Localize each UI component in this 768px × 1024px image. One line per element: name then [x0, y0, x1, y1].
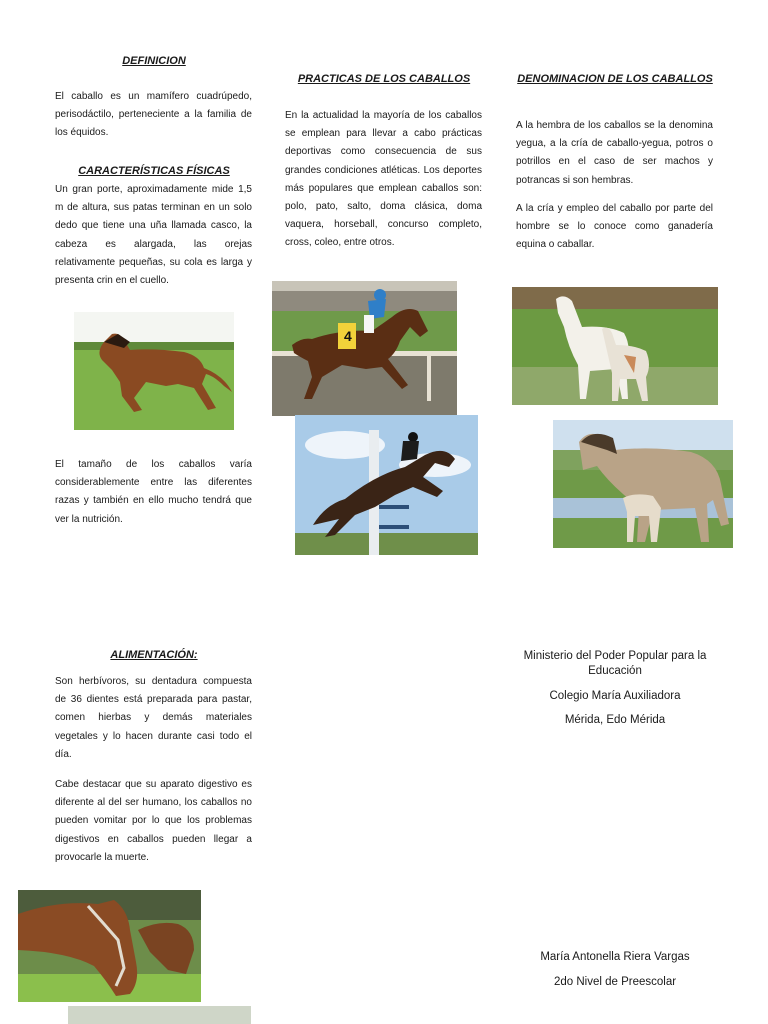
autora-text: María Antonella Riera Vargas	[540, 951, 690, 963]
grazing-horses-image	[18, 890, 201, 1002]
ministerio-text: Ministerio del Poder Popular para la Educación	[523, 650, 707, 677]
saddle-number: 4	[344, 328, 352, 344]
nivel-text: 2do Nivel de Preescolar	[553, 976, 677, 988]
definicion-heading: DEFINICION	[122, 55, 186, 67]
alimentacion-paragraph-2: Cabe destacar que su aparato digestivo es diferente al del ser humano, los caballos no pueden vomitar por lo que los problemas digestivos en caballos pueden llegar a provocarle la muerte.	[55, 779, 252, 863]
alimentacion-paragraph-1: Son herbívoros, su dentadura compuesta de 36 dientes está preparada para pastar, comen hierbas y demás materiales vegetales y lo hacen durante casi todo el día.	[55, 676, 252, 760]
denominacion-heading: DENOMINACION DE LOS CABALLOS	[517, 73, 713, 85]
tamano-paragraph: El tamaño de los caballos varía considerablemente entre las diferentes razas y también en ello mucho tendrá que ver la nutrición.	[55, 459, 252, 525]
colegio-text: Colegio María Auxiliadora	[549, 690, 681, 702]
partial-bottom-image	[68, 1006, 251, 1024]
practicas-heading: PRACTICAS DE LOS CABALLOS	[297, 73, 471, 85]
caracteristicas-heading: CARACTERÍSTICAS FÍSICAS	[78, 165, 230, 177]
racehorse-jockey-image	[272, 281, 457, 416]
ciudad-text: Mérida, Edo Mérida	[564, 714, 666, 726]
denominacion-paragraph-1: A la hembra de los caballos se la denomina yegua, a la cría de caballo-yegua, potros o potrillos en el caso de ser machos y potrancas si son hembras.	[516, 120, 713, 186]
alimentacion-heading: ALIMENTACIÓN:	[110, 649, 198, 661]
dun-mare-nursing-foal-image	[553, 420, 733, 548]
white-mare-foal-image	[512, 287, 718, 405]
show-jumping-image	[295, 415, 478, 555]
definicion-paragraph: El caballo es un mamífero cuadrúpedo, perisodáctilo, perteneciente a la familia de los équidos.	[55, 91, 252, 139]
denominacion-paragraph-2: A la cría y empleo del caballo por parte del hombre se lo conoce como ganadería equina o caballar.	[516, 203, 713, 251]
caracteristicas-paragraph: Un gran porte, aproximadamente mide 1,5 m de altura, sus patas terminan en un solo dedo que tiene una uña llamada casco, la cabeza es alargada, las orejas relativamente pequeñas, su cola es larga y presenta crin en el cuello.	[55, 184, 252, 287]
running-horse-image	[74, 312, 234, 430]
practicas-paragraph: En la actualidad la mayoría de los caballos se emplean para llevar a cabo prácticas deportivas como consecuencia de sus grandes condiciones atléticas. Los deportes más populares que emplean caballos son: polo, pato, salto, doma clásica, doma vaquera, horseball, concurso completo, cross, coleo, entre otros.	[285, 110, 482, 249]
